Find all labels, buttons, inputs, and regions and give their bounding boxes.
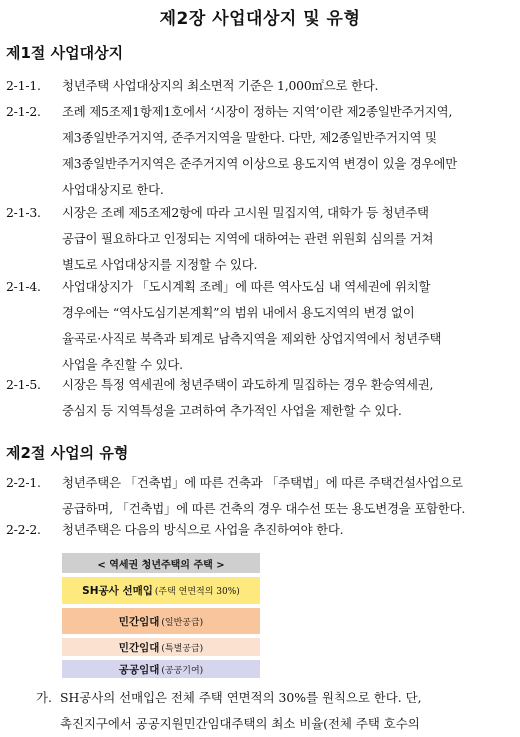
clause-number: 2-1-2. (6, 104, 41, 119)
clause-number: 2-1-3. (6, 205, 41, 220)
diagram-private-special (62, 638, 260, 656)
clause-line: 율곡로·사직로 북측과 퇴계로 남측지역을 제외한 상업지역에서 청년주택 (62, 331, 442, 346)
sub-item-line: SH공사의 선매입은 전체 주택 연면적의 30%를 원칙으로 한다. 단, (60, 690, 422, 705)
clause-line: 청년주택은 다음의 방식으로 사업을 추진하여야 한다. (62, 522, 344, 537)
clause-2-1-5 (6, 372, 514, 424)
section-1-title: 제1절 사업대상지 (6, 44, 124, 62)
clause-number: 2-1-5. (6, 377, 41, 392)
sub-item-line: 촉진지구에서 공공지원민간임대주택의 최소 비율(전체 주택 호수의 (60, 716, 420, 731)
clause-2-1-1 (6, 73, 514, 99)
clause-line: 제3종일반주거지역, 준주거지역을 말한다. 다만, 제2종일반주거지역 및 (62, 130, 437, 145)
clause-line: 공급이 필요하다고 인정되는 지역에 대하여는 관련 위원회 심의를 거쳐 (62, 231, 434, 246)
diagram-public-note: (공공기여) (161, 665, 204, 676)
diagram-public-rental (62, 660, 260, 678)
clause-line: 별도로 사업대상지를 지정할 수 있다. (62, 257, 258, 272)
clause-line: 청년주택 사업대상지의 최소면적 기준은 1,000㎡으로 한다. (62, 78, 379, 93)
diagram-private-general-note: (일반공급) (161, 617, 204, 628)
diagram-private-general (62, 608, 260, 634)
clause-2-1-2 (6, 99, 514, 203)
clause-line: 경우에는 “역사도심기본계획”의 범위 내에서 용도지역의 변경 없이 (62, 305, 415, 320)
clause-line: 시장은 특정 역세권에 청년주택이 과도하게 밀집하는 경우 환승역세권, (62, 377, 434, 392)
clause-2-1-4 (6, 274, 514, 378)
section-2-title: 제2절 사업의 유형 (6, 444, 129, 462)
diagram-sh-purchase (62, 577, 260, 604)
clause-2-1-3 (6, 200, 514, 278)
clause-2-2-1 (6, 470, 514, 522)
clause-line: 청년주택은 「건축법」에 따른 건축과 「주택법」에 따른 주택건설사업으로 (62, 475, 463, 490)
sub-item-number: 가. (36, 690, 52, 705)
clause-line: 공급하며, 「건축법」에 따른 건축의 경우 대수선 또는 용도변경을 포함한다. (62, 501, 466, 516)
clause-number: 2-1-1. (6, 78, 41, 93)
clause-line: 시장은 조례 제5조제2항에 따라 고시원 밀집지역, 대학가 등 청년주택 (62, 205, 429, 220)
diagram-private-special-label: 민간임대 (118, 641, 160, 654)
diagram-private-special-note: (특별공급) (161, 643, 204, 654)
page-title: 제2장 사업대상지 및 유형 (159, 9, 361, 29)
diagram-sh-note: (주택 연면적의 30%) (154, 587, 240, 597)
diagram-header: < 역세권 청년주택의 주택 > (62, 553, 260, 573)
clause-line: 사업대상지가 「도시계획 조례」에 따른 역사도심 내 역세권에 위치할 (62, 279, 431, 294)
sub-item-ga (36, 685, 516, 737)
clause-line: 조례 제5조제1항제1호에서 ‘시장이 정하는 지역’이란 제2종일반주거지역, (62, 104, 453, 119)
clause-line: 사업대상지로 한다. (62, 182, 164, 197)
clause-number: 2-2-1. (6, 475, 41, 490)
clause-line: 사업을 추진할 수 있다. (62, 357, 183, 372)
diagram-private-general-label: 민간임대 (118, 615, 160, 628)
clause-number: 2-1-4. (6, 279, 41, 294)
clause-number: 2-2-2. (6, 522, 41, 537)
clause-line: 제3종일반주거지역은 준주거지역 이상으로 용도지역 변경이 있을 경우에만 (62, 156, 457, 171)
diagram-public-label: 공공임대 (118, 663, 160, 676)
clause-2-2-2 (6, 517, 514, 543)
diagram-sh-label: SH공사 선매입 (82, 585, 153, 597)
clause-line: 중심지 등 지역특성을 고려하여 추가적인 사업을 제한할 수 있다. (62, 403, 402, 418)
